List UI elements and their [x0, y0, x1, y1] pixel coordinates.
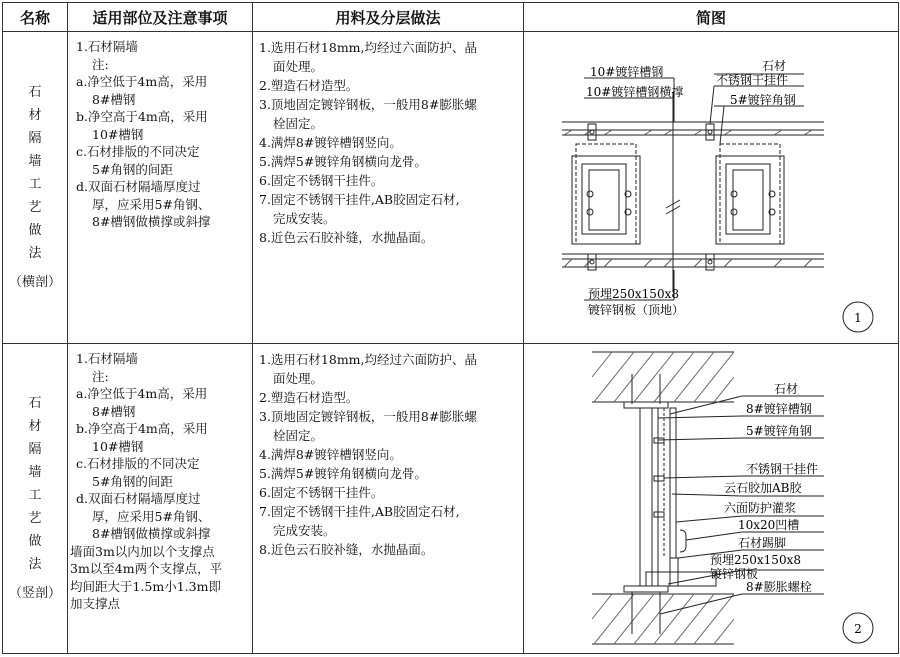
method-step-line: 5.满焊5#镀锌角钢横向龙骨。	[259, 466, 427, 481]
row-name-char: 法	[28, 557, 42, 572]
fig2-number: 2	[854, 622, 862, 636]
fig1-label-angle: 5#镀锌角钢	[730, 93, 796, 107]
row-name-char: 艺	[28, 511, 42, 526]
fig2-label-grout: 六面防护灌浆	[724, 501, 797, 515]
scope-item-line: c.石材排版的不同决定	[76, 456, 200, 471]
row-name-char: 隔	[28, 131, 42, 146]
vertical-section-drawing	[524, 344, 898, 654]
scope-item-line: c.石材排版的不同决定	[76, 144, 200, 159]
row-name-char: 石	[28, 396, 42, 411]
method-step-line: 4.满焊8#镀锌槽钢竖向。	[259, 447, 402, 462]
method-step-line: 面处理。	[273, 371, 324, 386]
fig2-label-plate2: 镀锌钢板	[710, 567, 759, 581]
scope-item-line: 8#槽钢	[92, 403, 136, 419]
method-step-line: 栓固定。	[273, 428, 324, 443]
method-step-line: 6.固定不锈钢干挂件。	[259, 173, 384, 188]
method-step-line: 6.固定不锈钢干挂件。	[259, 485, 384, 500]
row-name-char: 材	[28, 419, 42, 434]
scope-item-line: a.净空低于4m高，采用	[76, 74, 208, 89]
row-1	[3, 32, 899, 344]
fig1-number: 1	[854, 311, 862, 325]
method-step-line: 3.顶地固定镀锌钢板，一般用8#膨胀螺	[259, 97, 477, 112]
method-step-line: 8.近色云石胶补缝，水抛晶面。	[259, 230, 434, 245]
spec-table	[2, 2, 899, 654]
row-2-scope	[68, 344, 253, 654]
fig1-label-channel: 10#镀锌槽钢	[590, 65, 664, 79]
method-step-line: 2.塑造石材造型。	[259, 78, 359, 93]
method-step-line: 7.固定不锈钢干挂件,AB胶固定石材,	[259, 504, 460, 519]
method-step-line: 完成安装。	[273, 523, 336, 538]
header-method: 用料及分层做法	[253, 3, 524, 32]
row-name-char: 墙	[28, 154, 42, 169]
scope-item-line: 厚，应采用5#角钢、	[92, 196, 211, 212]
row-name-char: 石	[28, 85, 42, 100]
row-name-char: 工	[28, 177, 42, 192]
fig1-label-stone: 石材	[762, 59, 787, 73]
fig1-label-hanger: 不锈钢干挂件	[716, 73, 789, 87]
scope-item-line: 10#槽钢	[92, 126, 144, 142]
row-1-figure	[524, 32, 899, 344]
row-2	[3, 344, 899, 654]
row-1-scope	[68, 32, 253, 344]
scope-extra-line: 均间距大于1.5m小1.3m即	[70, 578, 221, 594]
fig2-label-groove: 10x20凹槽	[738, 518, 800, 532]
method-step-line: 5.满焊5#镀锌角钢横向龙骨。	[259, 154, 427, 169]
row-name-char: 材	[28, 108, 42, 123]
header-figure: 简图	[524, 3, 899, 32]
scope-item-line: 8#槽钢做横撑或斜撑	[92, 526, 211, 541]
fig2-label-skirting: 石材踢脚	[738, 536, 787, 550]
row-1-method	[253, 32, 524, 344]
method-step-line: 面处理。	[273, 59, 324, 74]
plan-section-drawing	[524, 32, 898, 344]
scope-item-line: 厚，应采用5#角钢、	[92, 508, 211, 524]
scope-extra-line: 3m以至4m两个支撑点，平	[70, 561, 223, 576]
header-name: 名称	[3, 3, 68, 32]
scope-item-line: 10#槽钢	[92, 438, 144, 454]
header-scope: 适用部位及注意事项	[68, 3, 253, 32]
scope-note: 注:	[92, 368, 109, 384]
scope-item-line: 8#槽钢	[92, 91, 136, 107]
scope-item-line: 8#槽钢做横撑或斜撑	[92, 214, 211, 229]
row-name-char: 隔	[28, 442, 42, 457]
fig1-label-brace: 10#镀锌槽钢横撑	[586, 85, 684, 99]
method-step-line: 栓固定。	[273, 116, 324, 131]
row-name-suffix: （横剖）	[8, 275, 61, 290]
scope-item-line: b.净空高于4m高，采用	[76, 421, 208, 436]
method-step-line: 8.近色云石胶补缝，水抛晶面。	[259, 542, 434, 557]
fig2-label-bolt: 8#膨胀螺栓	[746, 580, 812, 594]
row-name-char: 做	[28, 534, 42, 549]
method-step-line: 1.选用石材18mm,均经过六面防护、晶	[259, 40, 478, 55]
method-step-line: 3.顶地固定镀锌钢板，一般用8#膨胀螺	[259, 409, 477, 424]
fig2-label-stone: 石材	[774, 382, 799, 396]
fig2-label-glue: 云石胶加AB胶	[724, 481, 802, 495]
row-name-char: 法	[28, 246, 42, 261]
row-name-suffix: （竖剖）	[8, 586, 61, 601]
row-2-name	[3, 344, 68, 654]
scope-note: 注:	[92, 56, 109, 72]
row-1-name	[3, 32, 68, 344]
fig2-label-channel: 8#镀锌槽钢	[746, 402, 812, 416]
scope-item-line: 5#角钢的间距	[92, 473, 173, 489]
scope-item-line: 5#角钢的间距	[92, 161, 173, 177]
fig2-label-plate: 预埋250x150x8	[710, 553, 801, 567]
scope-item-line: b.净空高于4m高，采用	[76, 109, 208, 124]
scope-item-line: d.双面石材隔墙厚度过	[76, 491, 201, 506]
row-2-figure	[524, 344, 899, 654]
row-2-method	[253, 344, 524, 654]
row-name-char: 做	[28, 223, 42, 238]
fig2-label-angle: 5#镀锌角钢	[746, 424, 812, 438]
scope-item-line: d.双面石材隔墙厚度过	[76, 179, 201, 194]
row-name-char: 工	[28, 488, 42, 503]
header-row	[3, 3, 899, 32]
scope-title: 1.石材隔墙	[76, 351, 138, 366]
scope-extra-line: 墙面3m以内加以个支撑点	[70, 543, 215, 559]
method-step-line: 2.塑造石材造型。	[259, 390, 359, 405]
scope-item-line: a.净空低于4m高，采用	[76, 386, 208, 401]
fig1-label-plate2: 镀锌钢板（顶地）	[588, 303, 685, 317]
row-name-char: 艺	[28, 200, 42, 215]
fig1-label-plate: 预埋250x150x8	[588, 287, 679, 301]
row-name-char: 墙	[28, 465, 42, 480]
fig2-label-hanger: 不锈钢干挂件	[746, 462, 819, 476]
method-step-line: 1.选用石材18mm,均经过六面防护、晶	[259, 352, 478, 367]
method-step-line: 4.满焊8#镀锌槽钢竖向。	[259, 135, 402, 150]
scope-title: 1.石材隔墙	[76, 39, 138, 54]
scope-extra-line: 加支撑点	[70, 596, 121, 611]
method-step-line: 完成安装。	[273, 211, 336, 226]
method-step-line: 7.固定不锈钢干挂件,AB胶固定石材,	[259, 192, 460, 207]
